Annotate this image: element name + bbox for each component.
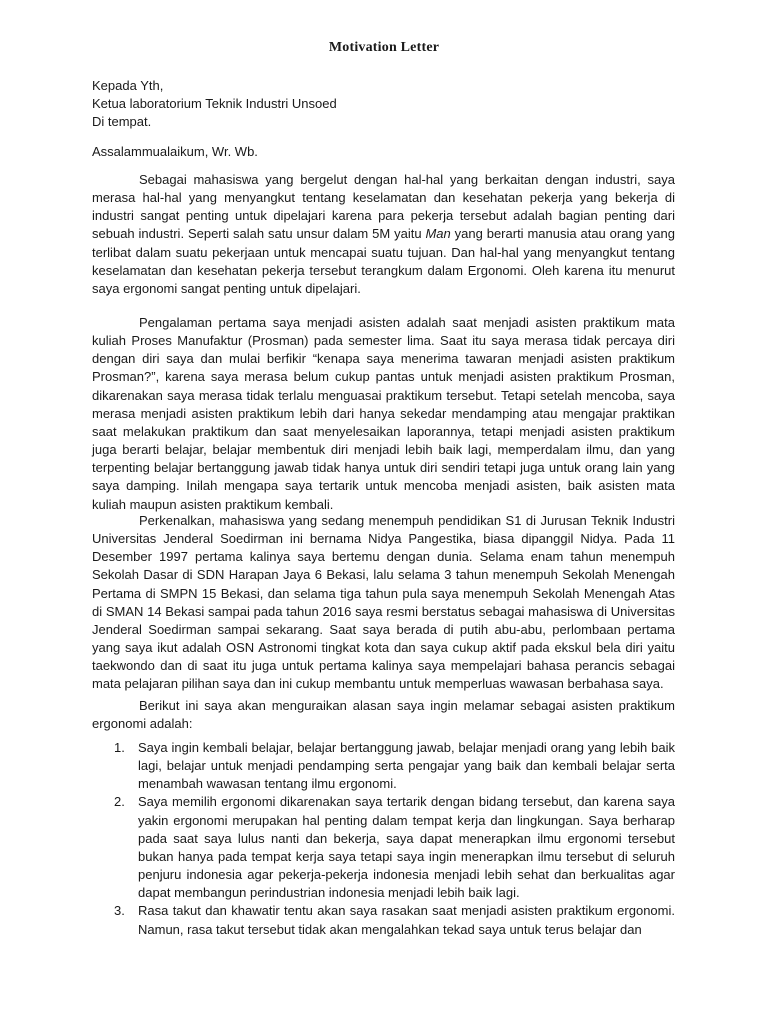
- list-item-text: Saya ingin kembali belajar, belajar bertanggung jawab, belajar menjadi orang yang lebih baik lagi, belajar untuk menjadi pendamping serta pengajar yang baik dan kembali belajar serta menambah wawasan tentang ilmu ergonomi.: [138, 740, 675, 792]
- list-item: [92, 793, 675, 902]
- recipient-block: [92, 77, 337, 131]
- greeting: Assalammualaikum, Wr. Wb.: [92, 144, 258, 159]
- list-item-text: Rasa takut dan khawatir tentu akan saya rasakan saat menjadi asisten praktikum ergonomi. Namun, rasa takut tersebut tidak akan mengalahkan tekad saya untuk terus belajar dan: [138, 903, 675, 937]
- recipient-line: Di tempat.: [92, 114, 152, 129]
- reasons-list: [92, 739, 675, 939]
- document-title: Motivation Letter: [328, 40, 440, 55]
- list-item: [92, 902, 675, 938]
- paragraph-2: Pengalaman pertama saya menjadi asisten adalah saat menjadi asisten praktikum mata kuliah Proses Manufaktur (Prosman) pada semester lima. Saat itu saya merasa tidak percaya diri dengan diri saya dan mulai berfikir “kenapa saya menerima tawaran menjadi asisten praktikum Prosman?”, karena saya merasa belum cukup pantas untuk menjadi asisten praktikum Prosman, dikarenakan saya merasa tidak terlalu menguasai praktikum tersebut. Tetapi setelah mencoba, saya merasa menjadi asisten praktikum lebih dari hanya sekedar mendamping atau mengajar praktikan saat melakukan praktikum dan saat menyelesaikan laporannya, tetapi menjadi asisten praktikum juga berarti belajar, belajar membentuk diri menjadi lebih baik lagi, memperdalam ilmu, dan yang terpenting belajar bertanggung jawab tidak hanya untuk diri sendiri tetapi juga untuk orang lain yang saya damping. Inilah mengapa saya tertarik untuk mencoba menjadi asisten, baik asisten mata kuliah maupun asisten praktikum kembali.: [92, 315, 675, 512]
- paragraph-1-part-b: yang berarti manusia atau orang yang terlibat dalam suatu pekerjaan untuk mencapai suatu tujuan. Dan hal-hal yang menyangkut tentang keselamatan dan kesehatan pekerja tersebut terangkum dalam Ergonomi. Oleh karena itu menurut saya ergonomi sangat penting untuk dipelajari.: [92, 226, 675, 296]
- paragraph-3: Perkenalkan, mahasiswa yang sedang menempuh pendidikan S1 di Jurusan Teknik Industri Universitas Jenderal Soedirman ini bernama Nidya Pangestika, biasa dipanggil Nidya. Pada 11 Desember 1997 pertama kalinya saya bertemu dengan dunia. Selama enam tahun menempuh Sekolah Dasar di SDN Harapan Jaya 6 Bekasi, lalu selama 3 tahun menempuh Sekolah Menengah Pertama di SMPN 15 Bekasi, dan selama tiga tahun pula saya menempuh Sekolah Menengah Atas di SMAN 14 Bekasi sampai pada tahun 2016 saya resmi berstatus sebagai mahasiswa di Universitas Jenderal Soedirman sampai sekarang. Saat saya berada di putih abu-abu, perlombaan pertama yang saya ikut adalah OSN Astronomi tingkat kota dan saya cukup aktif pada ekskul bela diri yaitu taekwondo dan di saat itu juga untuk pertama kalinya saya mempelajari bahasa perancis sebagai mata pelajaran pilihan saya dan ini cukup membantu untuk memperluas wawasan berbahasa saya.: [92, 513, 675, 692]
- paragraph-1-part-a: Sebagai mahasiswa yang bergelut dengan hal-hal yang berkaitan dengan industri, saya merasa hal-hal yang menyangkut tentang keselamatan dan kesehatan pekerja yang bekerja di industri sangat penting untuk dipelajari karena para pekerja tersebut adalah bagian penting dari sebuah industri. Seperti salah satu unsur dalam 5M yaitu: [92, 172, 675, 242]
- list-item-number: 1.: [114, 740, 125, 755]
- recipient-line: Kepada Yth,: [92, 78, 164, 93]
- paragraph-1-emphasis: Man: [425, 226, 451, 242]
- list-item-text: Saya memilih ergonomi dikarenakan saya tertarik dengan bidang tersebut, dan karena saya yakin ergonomi merupakan hal penting dalam tempat kerja dan lingkungan. Saya berharap pada saat saya lulus nanti dan bekerja, saya dapat menerapkan ilmu ergonomi tersebut bukan hanya pada tempat kerja saya tetapi saya ingin menerapkan ilmu tersebut di seluruh penjuru indonesia agar pekerja-pekerja indonesia menjadi lebih sehat dan berkualitas agar dapat membangun perindustrian indonesia menjadi lebih baik lagi.: [138, 794, 675, 901]
- list-item: [92, 739, 675, 793]
- list-item-number: 2.: [114, 794, 125, 810]
- list-item-number: 3.: [114, 903, 125, 919]
- recipient-line: Ketua laboratorium Teknik Industri Unsoed: [92, 96, 337, 111]
- paragraph-4: Berikut ini saya akan menguraikan alasan saya ingin melamar sebagai asisten praktikum ergonomi adalah:: [92, 698, 675, 732]
- paragraph-1: [92, 171, 675, 298]
